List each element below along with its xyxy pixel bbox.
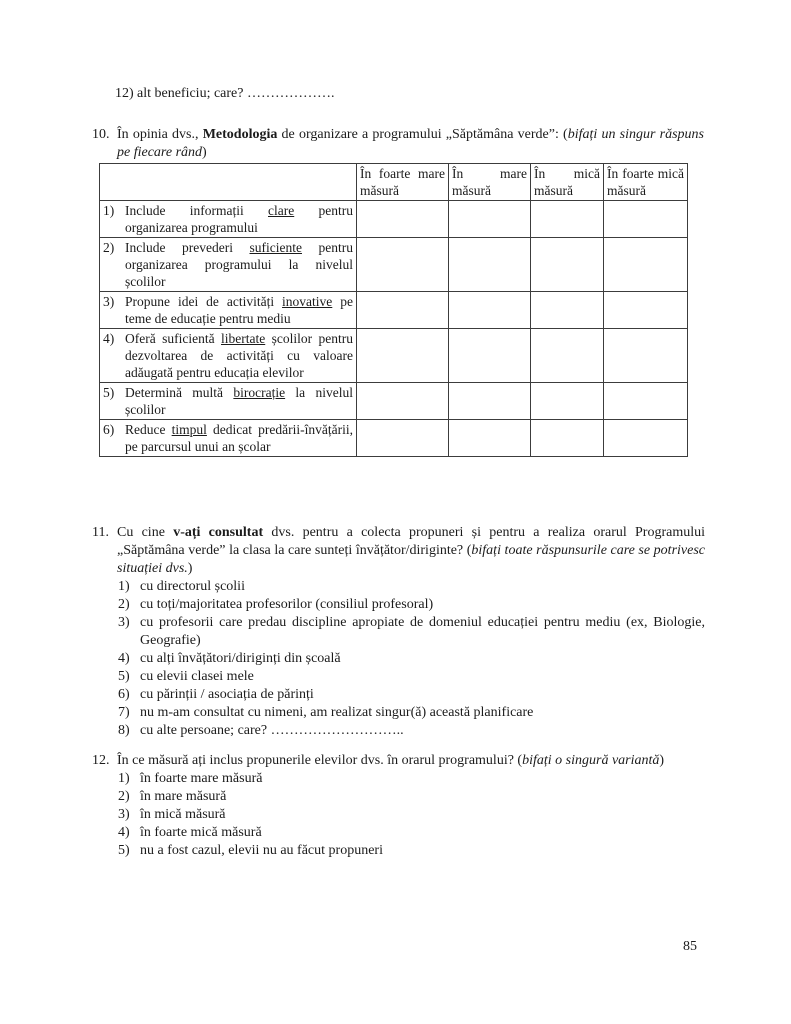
row-statement [125,202,353,236]
q11-bold: v-ați consultat [173,525,264,540]
answer-cell [531,201,604,238]
item-number: 1) [118,771,130,786]
item-text: în mică măsură [140,807,226,822]
q10-mid: de organizare a programului „Săptămâna verde”: ( [277,127,568,142]
list-item-1 [118,770,705,788]
question-number: 10. [92,127,110,142]
question-10 [92,126,704,162]
item-text: cu profesorii care predau discipline apropiate de domeniul educației pentru mediu (ex, Biologie, Geografie) [140,615,705,648]
list-item-1 [118,578,705,596]
answer-cell [531,292,604,329]
table-row-2 [100,238,688,292]
row-number: 1) [103,203,115,218]
row-statement [125,239,353,290]
q10-table [99,163,688,457]
answer-cell [604,329,688,383]
item-text: cu alte persoane; care? ……………………….. [140,723,404,738]
table-row-1 [100,201,688,238]
q10-tail: ) [202,145,207,160]
answer-cell [604,201,688,238]
answer-cell [604,238,688,292]
list-item-5 [118,668,705,686]
q11-tail: ) [187,561,193,576]
item-number: 8) [118,723,130,738]
row-text-underlined: timpul [171,422,207,437]
row-statement [125,384,353,418]
q12-list [92,770,705,860]
item-text: în mare măsură [140,789,227,804]
answer-cell [531,238,604,292]
row-statement-cell [100,201,357,238]
q12-tail: ) [659,753,665,768]
q11-mid: dvs. pentru a colecta propuneri și pentru a realiza orarul Programului „Săptămâna verde” la clasa la care sunteți învățător/diriginte? ( [117,525,706,558]
q11-italic: bifați toate răspunsurile care se potrivesc situației dvs. [117,543,706,576]
q12-italic: bifați o singură variantă [522,753,660,768]
item-number: 7) [118,705,130,720]
question-11 [92,524,705,740]
answer-cell [531,420,604,457]
row-text-post: școlilor pentru dezvoltarea de activități cu valoare adăugată pentru educația elevilor [125,331,354,380]
answer-cell [531,329,604,383]
row-number: 2) [103,240,115,255]
row-text-underlined: libertate [221,331,266,346]
row-text-post: la nivelul școlilor [125,385,353,417]
row-number: 4) [103,331,115,346]
item-text: nu a fost cazul, elevii nu au făcut propuneri [140,843,383,858]
item-number: 4) [118,825,130,840]
answer-cell [357,292,449,329]
table-header-row [100,164,688,201]
item-text: alt beneficiu; care? ………………. [137,86,335,101]
q12-lead: În ce măsură ați inclus propunerile elevilor dvs. în orarul programului? ( [117,753,523,768]
question-text [117,126,704,162]
row-statement [125,293,353,327]
item-number: 3) [118,807,130,822]
header-stub-cell [100,164,357,201]
row-statement-cell [100,238,357,292]
header-cell-foarte-mica: În foarte mică măsură [604,164,688,201]
item-text: cu elevii clasei mele [140,669,254,684]
row-statement-cell [100,292,357,329]
item-number: 5) [118,843,130,858]
list-item-7 [118,704,705,722]
table-row-3 [100,292,688,329]
row-text-underlined: inovative [282,294,333,309]
row-text-pre: Determină multă [125,385,234,400]
list-item-4 [118,650,705,668]
row-text-pre: Reduce [125,422,172,437]
header-cell-mica: În mică măsură [531,164,604,201]
item-number: 2) [118,789,130,804]
list-item-8 [118,722,705,740]
answer-cell [531,383,604,420]
table-row-5 [100,383,688,420]
item-text: cu directorul școlii [140,579,245,594]
list-item-2 [118,596,705,614]
row-statement-cell [100,420,357,457]
prev-list-item [115,85,700,103]
answer-cell [449,329,531,383]
q10-bold: Metodologia [202,127,278,142]
row-text-post: pentru organizarea programului la nivelul școlilor [125,240,353,289]
row-text-pre: Include prevederi [125,240,250,255]
item-text: cu toți/majoritatea profesorilor (consiliul profesoral) [140,597,434,612]
q10-lead: În opinia dvs., [117,127,203,142]
list-item-5 [118,842,705,860]
answer-cell [604,383,688,420]
question-number: 11. [92,525,109,540]
item-text: în foarte mică măsură [140,825,262,840]
question-text [117,752,705,770]
item-number: 12) [115,86,134,101]
row-text-pre: Oferă suficientă [125,331,221,346]
q10-italic: bifați un singur răspuns pe fiecare rând [117,127,704,160]
item-number: 2) [118,597,130,612]
row-statement [125,330,353,381]
answer-cell [604,292,688,329]
answer-cell [449,292,531,329]
page-number: 85 [683,939,697,954]
item-text: cu alți învățători/diriginți din școală [140,651,341,666]
row-text-pre: Propune idei de activități [125,294,283,309]
list-item-4 [118,824,705,842]
answer-cell [449,383,531,420]
item-number: 6) [118,687,130,702]
item-number: 4) [118,651,130,666]
item-number: 5) [118,669,130,684]
answer-cell [357,420,449,457]
row-number: 5) [103,385,115,400]
row-text-underlined: birocrație [233,385,286,400]
header-cell-mare: În mare măsură [449,164,531,201]
row-text-post: dedicat predării-învățării, pe parcursul unui an școlar [125,422,354,454]
answer-cell [449,238,531,292]
row-statement-cell [100,383,357,420]
row-text-post: pe teme de educație pentru mediu [125,294,353,326]
answer-cell [357,238,449,292]
row-number: 6) [103,422,115,437]
row-text-underlined: clare [268,203,295,218]
list-item-2 [118,788,705,806]
table-row-4 [100,329,688,383]
item-number: 1) [118,579,130,594]
row-text-post: pentru organizarea programului [125,203,353,235]
item-text: nu m-am consultat cu nimeni, am realizat singur(ă) această planificare [140,705,534,720]
question-number: 12. [92,753,110,768]
item-text: cu părinții / asociația de părinți [140,687,314,702]
item-number: 3) [118,615,130,630]
row-text-underlined: suficiente [249,240,302,255]
q11-list [92,578,705,740]
answer-cell [357,383,449,420]
list-item-6 [118,686,705,704]
answer-cell [449,420,531,457]
item-text: în foarte mare măsură [140,771,263,786]
answer-cell [604,420,688,457]
header-cell-foarte-mare: În foarte mare măsură [357,164,449,201]
question-text [117,524,705,578]
table-row-6 [100,420,688,457]
answer-cell [449,201,531,238]
row-statement-cell [100,329,357,383]
answer-cell [357,201,449,238]
question-12 [92,752,705,860]
q11-lead: Cu cine [117,525,174,540]
answer-cell [357,329,449,383]
row-text-pre: Include informații [125,203,268,218]
row-statement [125,421,353,455]
list-item-3 [118,614,705,650]
row-number: 3) [103,294,115,309]
list-item-3 [118,806,705,824]
